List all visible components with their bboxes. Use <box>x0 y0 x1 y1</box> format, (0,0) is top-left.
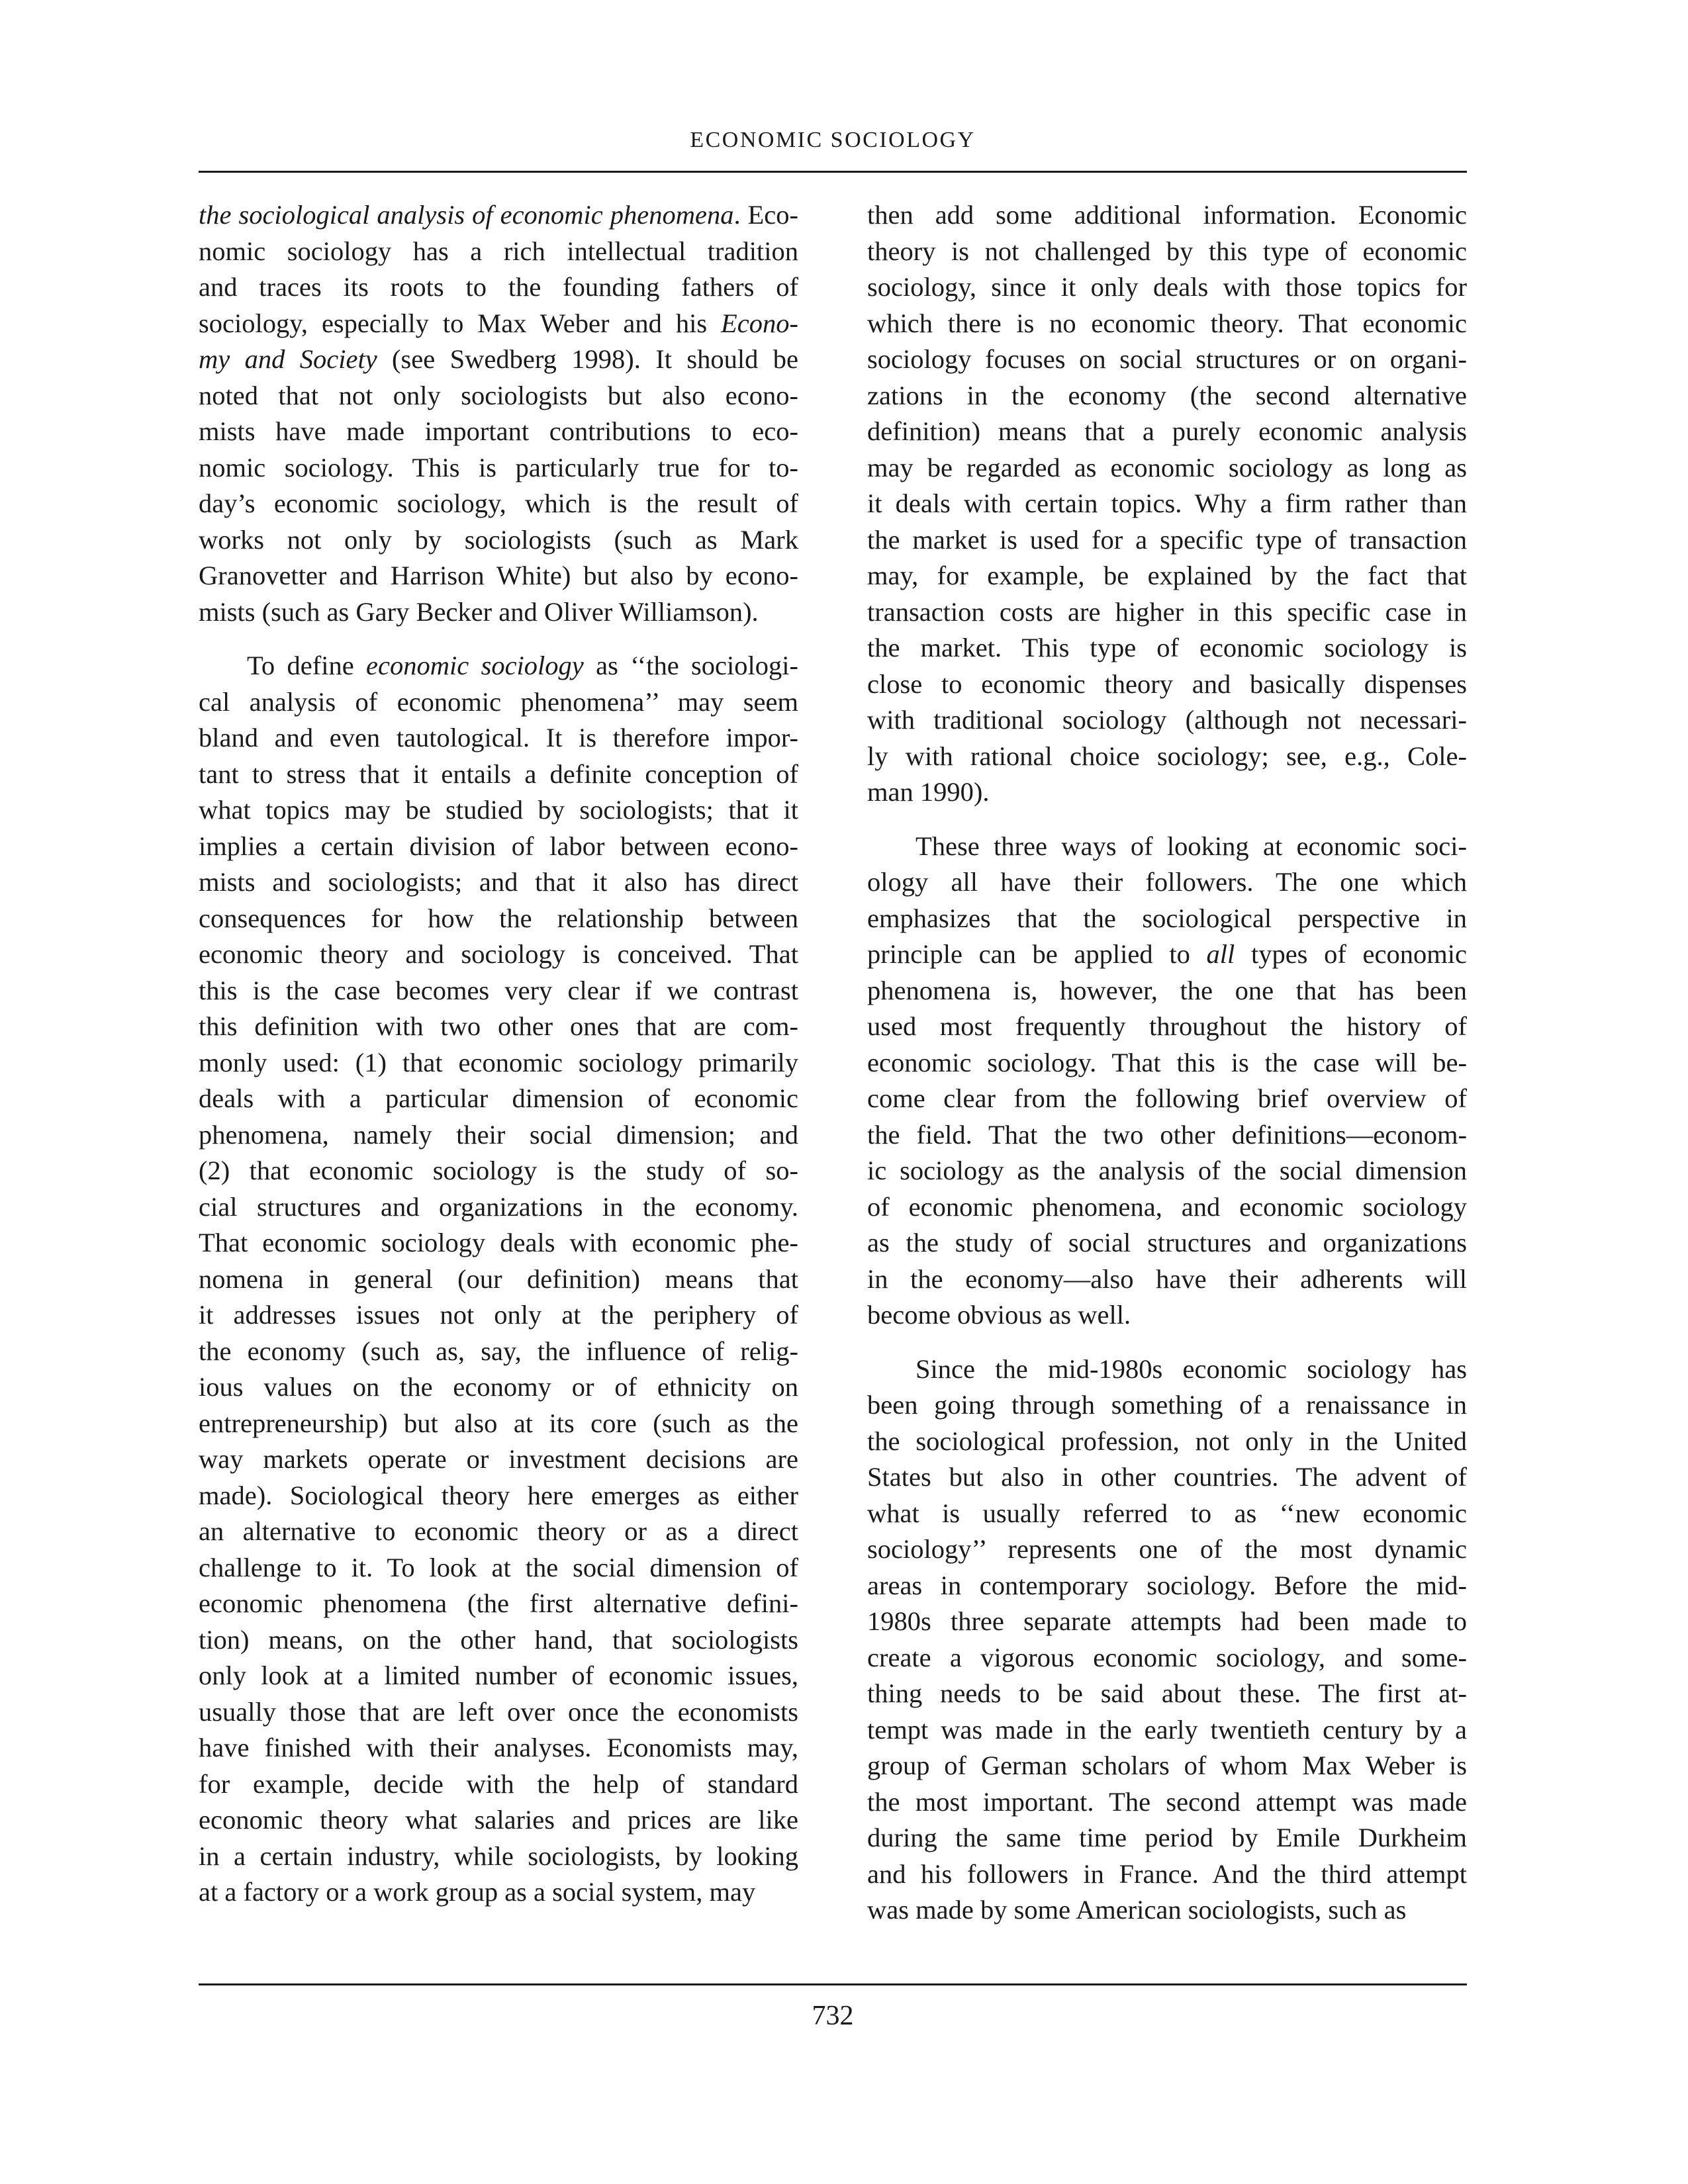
text-run: in a certain industry, while sociologists, by looking <box>199 1841 798 1871</box>
text-run: with traditional sociology (although not necessari- <box>867 705 1467 735</box>
text-run: consequences for how the relationship between <box>199 903 798 933</box>
text-run: which there is no economic theory. That economic <box>867 308 1467 338</box>
text-line <box>867 269 1467 306</box>
text-run: monly used: (1) that economic sociology primarily <box>199 1047 798 1077</box>
text-line <box>867 1712 1467 1749</box>
text-line <box>867 1045 1467 1081</box>
text-run: thing needs to be said about these. The first at- <box>867 1678 1467 1708</box>
text-run: what is usually referred to as ‘‘new economic <box>867 1498 1467 1528</box>
text-run: States but also in other countries. The advent of <box>867 1462 1467 1492</box>
text-line <box>199 1694 798 1731</box>
text-line <box>199 378 798 414</box>
text-line <box>199 756 798 793</box>
text-run: cal analysis of economic phenomena’’ may seem <box>199 686 798 717</box>
text-run: and his followers in France. And the third attempt <box>867 1858 1467 1889</box>
text-line <box>867 666 1467 703</box>
text-run: made). Sociological theory here emerges as either <box>199 1480 798 1510</box>
text-line <box>867 1496 1467 1532</box>
text-line <box>867 1856 1467 1893</box>
text-run: tion) means, on the other hand, that sociologists <box>199 1624 798 1655</box>
text-run: ic sociology as the analysis of the social dimension <box>867 1156 1467 1185</box>
text-line <box>199 1117 798 1154</box>
text-run: economic theory what salaries and prices are like <box>199 1805 798 1835</box>
text-line <box>867 1568 1467 1604</box>
paragraph <box>199 648 798 1911</box>
text-line <box>867 864 1467 901</box>
text-run: tant to stress that it entails a definite conception of <box>199 758 798 789</box>
text-run: transaction costs are higher in this specific case in <box>867 596 1467 627</box>
text-run: ly with rational choice sociology; see, e.g., Cole- <box>867 741 1467 771</box>
text-run: That economic sociology deals with economic phe- <box>199 1228 798 1257</box>
text-line <box>867 1676 1467 1712</box>
text-line <box>867 1189 1467 1226</box>
text-run: principle can be applied to <box>867 939 1207 969</box>
italic-text: all <box>1206 939 1235 969</box>
text-line <box>199 1550 798 1586</box>
text-line <box>867 630 1467 666</box>
text-run: the economy (such as, say, the influence of relig- <box>199 1336 798 1366</box>
text-line <box>199 522 798 559</box>
text-line <box>199 864 798 901</box>
text-run: at a factory or a work group as a social system, may <box>199 1877 756 1907</box>
text-line <box>199 1839 798 1875</box>
text-run: man 1990). <box>867 777 990 807</box>
text-line <box>867 594 1467 631</box>
text-line <box>867 1748 1467 1784</box>
text-line <box>867 1459 1467 1496</box>
text-run: works not only by sociologists (such as Mark <box>199 524 798 555</box>
header-rule <box>199 171 1467 173</box>
text-line <box>199 1478 798 1514</box>
text-run: mists and sociologists; and that it also has direct <box>199 867 798 897</box>
text-run: . Eco- <box>733 200 798 230</box>
text-line <box>199 594 798 631</box>
text-run: close to economic theory and basically dispenses <box>867 668 1467 699</box>
text-line <box>199 1261 798 1298</box>
text-line <box>867 936 1467 973</box>
text-run: as the study of social structures and organizations <box>867 1228 1467 1257</box>
text-run: it deals with certain topics. Why a firm rather than <box>867 488 1467 518</box>
text-line <box>199 1369 798 1406</box>
text-run: economic phenomena (the first alternative defini- <box>199 1588 798 1618</box>
text-run: it addresses issues not only at the periphery of <box>199 1300 798 1330</box>
text-line <box>199 1297 798 1334</box>
text-line <box>199 1334 798 1370</box>
text-line <box>867 1153 1467 1189</box>
text-line <box>199 1441 798 1478</box>
text-line <box>867 1297 1467 1334</box>
text-run: this is the case becomes very clear if we contrast <box>199 975 798 1005</box>
text-line <box>199 684 798 721</box>
text-run: during the same time period by Emile Durkheim <box>867 1823 1467 1852</box>
text-line <box>199 1406 798 1442</box>
text-run: sociology, since it only deals with those topics for <box>867 272 1467 302</box>
text-line <box>867 829 1467 865</box>
text-run: nomic sociology has a rich intellectual tradition <box>199 236 798 266</box>
text-line <box>199 1874 798 1911</box>
text-line <box>867 522 1467 559</box>
text-run: the market. This type of economic sociology is <box>867 633 1467 662</box>
text-run: entrepreneurship) but also at its core (such as the <box>199 1408 798 1438</box>
running-head: ECONOMIC SOCIOLOGY <box>690 128 976 152</box>
text-line <box>199 648 798 684</box>
text-run: day’s economic sociology, which is the result of <box>199 488 798 518</box>
text-run: come clear from the following brief overview of <box>867 1083 1467 1113</box>
text-run: economic theory and sociology is conceived. That <box>199 939 798 969</box>
text-line <box>867 702 1467 739</box>
paragraph <box>867 197 1467 811</box>
text-line <box>199 234 798 270</box>
text-line <box>867 1009 1467 1045</box>
text-run: the sociological profession, not only in the United <box>867 1426 1467 1456</box>
left-column <box>199 197 798 1911</box>
text-line <box>867 486 1467 522</box>
text-run: bland and even tautological. It is therefore impor- <box>199 723 798 752</box>
text-line <box>867 1784 1467 1821</box>
text-line <box>867 1892 1467 1929</box>
text-line <box>867 1225 1467 1261</box>
text-line <box>199 901 798 937</box>
text-run: and traces its roots to the founding fathers of <box>199 272 798 302</box>
paragraph <box>867 1351 1467 1929</box>
text-line <box>867 901 1467 937</box>
text-line <box>199 1009 798 1045</box>
text-line <box>199 1730 798 1766</box>
paragraph <box>199 197 798 630</box>
text-run: an alternative to economic theory or as a direct <box>199 1516 798 1546</box>
text-line <box>199 1153 798 1189</box>
text-run: definition) means that a purely economic analysis <box>867 416 1467 446</box>
text-line <box>199 197 798 234</box>
text-line <box>867 774 1467 811</box>
footer-rule <box>199 1983 1467 1985</box>
text-run: areas in contemporary sociology. Before the mid- <box>867 1570 1467 1600</box>
text-line <box>867 378 1467 414</box>
text-line <box>867 1261 1467 1298</box>
text-line <box>199 1766 798 1803</box>
text-line <box>867 1640 1467 1676</box>
text-run: group of German scholars of whom Max Weber is <box>867 1751 1467 1780</box>
text-line <box>867 450 1467 486</box>
text-run: emphasizes that the sociological perspective in <box>867 903 1467 933</box>
text-run: Since the mid-1980s economic sociology has <box>915 1353 1467 1384</box>
text-line <box>867 1081 1467 1117</box>
page-number: 732 <box>812 2001 854 2031</box>
text-run: (see Swedberg 1998). It should be <box>377 344 798 374</box>
text-line <box>867 1117 1467 1154</box>
text-run: deals with a particular dimension of economic <box>199 1083 798 1113</box>
text-run: become obvious as well. <box>867 1300 1131 1330</box>
text-run: mists have made important contributions to eco- <box>199 416 798 446</box>
text-run: then add some additional information. Economic <box>867 200 1467 230</box>
text-run: theory is not challenged by this type of economic <box>867 236 1467 266</box>
text-run: been going through something of a renaissance in <box>867 1390 1467 1420</box>
text-line <box>867 414 1467 450</box>
text-run: challenge to it. To look at the social dimension of <box>199 1552 798 1582</box>
text-line <box>867 341 1467 378</box>
text-run: Granovetter and Harrison White) but also by econo- <box>199 561 798 590</box>
text-run: create a vigorous economic sociology, and some- <box>867 1642 1467 1672</box>
text-run: only look at a limited number of economic issues, <box>199 1661 798 1690</box>
text-line <box>867 1351 1467 1388</box>
italic-text: Econo- <box>721 308 798 338</box>
text-run: zations in the economy (the second alternative <box>867 380 1467 410</box>
text-line <box>867 1604 1467 1640</box>
text-line <box>199 1225 798 1261</box>
text-run: tempt was made in the early twentieth century by a <box>867 1714 1467 1745</box>
text-run: was made by some American sociologists, such as <box>867 1895 1407 1925</box>
paragraph <box>867 829 1467 1334</box>
text-run: 1980s three separate attempts had been made to <box>867 1606 1467 1636</box>
text-line <box>867 1531 1467 1568</box>
text-run: nomena in general (our definition) means that <box>199 1263 798 1294</box>
text-run: cial structures and organizations in the economy. <box>199 1191 798 1222</box>
text-line <box>199 792 798 829</box>
text-run: economic sociology. That this is the case will be- <box>867 1047 1467 1077</box>
text-line <box>867 1424 1467 1460</box>
text-run: implies a certain division of labor between econo- <box>199 831 798 861</box>
text-line <box>199 306 798 342</box>
text-line <box>199 829 798 865</box>
text-line <box>867 1387 1467 1424</box>
text-line <box>199 1189 798 1226</box>
text-run: the field. That the two other definitions—econom- <box>867 1119 1467 1150</box>
text-run: phenomena, namely their social dimension; and <box>199 1119 798 1150</box>
italic-text: my and Society <box>199 344 377 374</box>
text-line <box>867 558 1467 594</box>
text-line <box>199 414 798 450</box>
text-line <box>199 973 798 1009</box>
text-line <box>199 269 798 306</box>
text-run: These three ways of looking at economic soci- <box>915 831 1467 861</box>
text-run: way markets operate or investment decisions are <box>199 1444 798 1474</box>
text-run: ology all have their followers. The one which <box>867 867 1467 897</box>
text-run: sociology’’ represents one of the most dynamic <box>867 1534 1467 1564</box>
text-run: (2) that economic sociology is the study of so- <box>199 1156 798 1185</box>
text-line <box>867 306 1467 342</box>
text-run: in the economy—also have their adherents will <box>867 1263 1467 1294</box>
text-run: To define <box>247 651 367 680</box>
text-line <box>199 486 798 522</box>
italic-text: the sociological analysis of economic phenomena <box>199 200 734 230</box>
text-run: the market is used for a specific type of transaction <box>867 524 1467 555</box>
text-line <box>199 450 798 486</box>
text-run: have finished with their analyses. Economists may, <box>199 1733 798 1762</box>
text-line <box>199 1622 798 1659</box>
text-line <box>867 1820 1467 1856</box>
text-run: sociology, especially to Max Weber and his <box>199 308 722 338</box>
text-line <box>199 936 798 973</box>
text-line <box>199 1081 798 1117</box>
italic-text: economic sociology <box>366 651 584 680</box>
text-line <box>867 234 1467 270</box>
text-run: as ‘‘the sociologi- <box>583 651 798 680</box>
text-run: may be regarded as economic sociology as long as <box>867 452 1467 482</box>
text-line <box>199 1514 798 1550</box>
text-run: phenomena is, however, the one that has been <box>867 975 1467 1005</box>
text-run: the most important. The second attempt was made <box>867 1786 1467 1817</box>
text-run: may, for example, be explained by the fact that <box>867 561 1467 590</box>
text-run: sociology focuses on social structures or on organi- <box>867 344 1467 374</box>
text-run: nomic sociology. This is particularly true for to- <box>199 452 798 482</box>
text-run: mists (such as Gary Becker and Oliver Williamson). <box>199 596 759 627</box>
right-column <box>867 197 1467 1929</box>
text-run: what topics may be studied by sociologists; that it <box>199 795 798 825</box>
text-line <box>199 720 798 756</box>
text-line <box>199 1045 798 1081</box>
text-run: this definition with two other ones that are com- <box>199 1011 798 1041</box>
text-line <box>199 341 798 378</box>
text-run: noted that not only sociologists but also econo- <box>199 380 798 410</box>
text-run: used most frequently throughout the history of <box>867 1011 1467 1041</box>
text-line <box>867 973 1467 1009</box>
text-line <box>867 739 1467 775</box>
text-run: ious values on the economy or of ethnicity on <box>199 1372 798 1402</box>
text-line <box>199 558 798 594</box>
text-line <box>199 1802 798 1839</box>
text-run: of economic phenomena, and economic sociology <box>867 1191 1467 1222</box>
text-run: types of economic <box>1235 939 1467 969</box>
text-run: usually those that are left over once the economists <box>199 1696 798 1727</box>
text-line <box>199 1658 798 1694</box>
text-run: for example, decide with the help of standard <box>199 1768 798 1799</box>
text-line <box>867 197 1467 234</box>
text-line <box>199 1586 798 1622</box>
